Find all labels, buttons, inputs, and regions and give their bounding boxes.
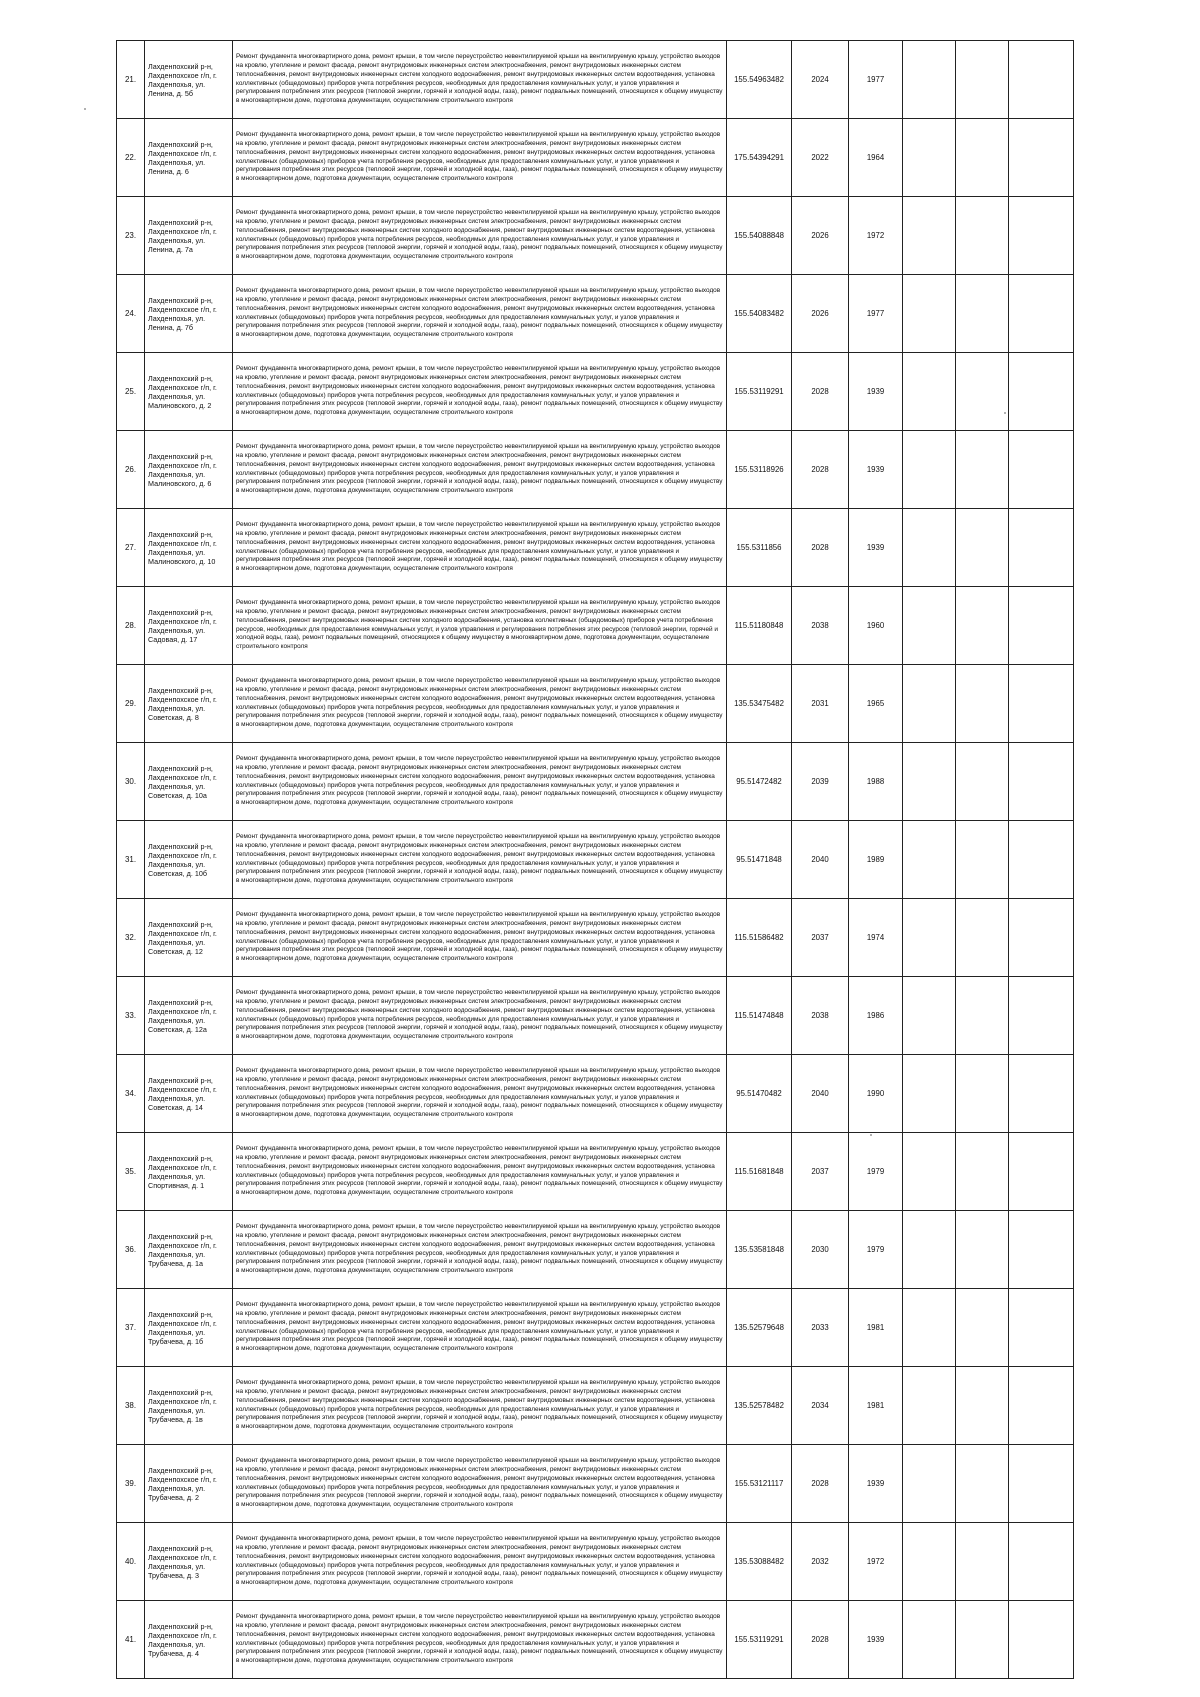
empty-cell: [903, 743, 956, 821]
work-types-cell: Ремонт фундамента многоквартирного дома, ремонт крыши, в том числе переустройство невентилируемой крыши на вентилируемую крышу, устройство выходов на кровлю, утепление и ремонт фасада, ремонт внутридомовых инженерных систем электроснабжения, ремонт внутридомовых инженерных систем теплоснабжения, ремонт внутридомовых инженерных систем холодного водоснабжения, ремонт внутридомовых инженерных систем водоотведения, установка коллективных (общедомовых) приборов учета потребления ресурсов, необходимых для предоставления коммунальных услуг, и узлов управления и регулирования потребления этих ресурсов (тепловой энергии, горячей и холодной воды, газа), ремонт подвальных помещений, относящихся к общему имуществу в многоквартирном доме, подготовка документации, осуществление строительного контроля: [233, 1601, 727, 1679]
empty-cell: [1009, 1133, 1074, 1211]
plan-year-cell: 2037: [792, 899, 849, 977]
empty-cell: [1009, 1445, 1074, 1523]
address-cell: Лахденпохский р-н, Лахденпохское г/п, г. Лахденпохья, ул. Трубачева, д. 3: [145, 1523, 233, 1601]
cost-cell: 155.54963482: [727, 41, 792, 119]
work-types-cell: Ремонт фундамента многоквартирного дома, ремонт крыши, в том числе переустройство невентилируемой крыши на вентилируемую крышу, устройство выходов на кровлю, утепление и ремонт фасада, ремонт внутридомовых инженерных систем электроснабжения, ремонт внутридомовых инженерных систем теплоснабжения, ремонт внутридомовых инженерных систем холодного водоснабжения, ремонт внутридомовых инженерных систем водоотведения, установка коллективных (общедомовых) приборов учета потребления ресурсов, необходимых для предоставления коммунальных услуг, и узлов управления и регулирования потребления этих ресурсов (тепловой энергии, горячей и холодной воды, газа), ремонт подвальных помещений, относящихся к общему имуществу в многоквартирном доме, подготовка документации, осуществление строительного контроля: [233, 665, 727, 743]
plan-year-cell: 2040: [792, 1055, 849, 1133]
cost-cell: 135.53088482: [727, 1523, 792, 1601]
built-year-cell: 1981: [849, 1367, 903, 1445]
plan-year-cell: 2038: [792, 977, 849, 1055]
cost-cell: 115.51180848: [727, 587, 792, 665]
table-row: [117, 1445, 1074, 1523]
work-types-cell: Ремонт фундамента многоквартирного дома, ремонт крыши, в том числе переустройство невентилируемой крыши на вентилируемую крышу, устройство выходов на кровлю, утепление и ремонт фасада, ремонт внутридомовых инженерных систем электроснабжения, ремонт внутридомовых инженерных систем теплоснабжения, ремонт внутридомовых инженерных систем холодного водоснабжения, ремонт внутридомовых инженерных систем водоотведения, установка коллективных (общедомовых) приборов учета потребления ресурсов, необходимых для предоставления коммунальных услуг, и узлов управления и регулирования потребления этих ресурсов (тепловой энергии, горячей и холодной воды, газа), ремонт подвальных помещений, относящихся к общему имуществу в многоквартирном доме, подготовка документации, осуществление строительного контроля: [233, 1133, 727, 1211]
empty-cell: [1009, 275, 1074, 353]
empty-cell: [956, 431, 1009, 509]
plan-year-cell: 2028: [792, 1601, 849, 1679]
empty-cell: [903, 509, 956, 587]
empty-cell: [903, 1601, 956, 1679]
address-cell: Лахденпохский р-н, Лахденпохское г/п, г. Лахденпохья, ул. Трубачева, д. 1в: [145, 1367, 233, 1445]
empty-cell: [1009, 899, 1074, 977]
plan-year-cell: 2039: [792, 743, 849, 821]
built-year-cell: 1939: [849, 1601, 903, 1679]
work-types-cell: Ремонт фундамента многоквартирного дома, ремонт крыши, в том числе переустройство невентилируемой крыши на вентилируемую крышу, устройство выходов на кровлю, утепление и ремонт фасада, ремонт внутридомовых инженерных систем электроснабжения, ремонт внутридомовых инженерных систем теплоснабжения, ремонт внутридомовых инженерных систем холодного водоснабжения, ремонт внутридомовых инженерных систем водоотведения, установка коллективных (общедомовых) приборов учета потребления ресурсов, необходимых для предоставления коммунальных услуг, и узлов управления и регулирования потребления этих ресурсов (тепловой энергии, горячей и холодной воды, газа), ремонт подвальных помещений, относящихся к общему имуществу в многоквартирном доме, подготовка документации, осуществление строительного контроля: [233, 431, 727, 509]
row-number-cell: 33.: [117, 977, 145, 1055]
empty-cell: [903, 1055, 956, 1133]
document-sheet: [116, 40, 1074, 1679]
table-row: [117, 119, 1074, 197]
built-year-cell: 1979: [849, 1133, 903, 1211]
address-cell: Лахденпохский р-н, Лахденпохское г/п, г. Лахденпохья, ул. Советская, д. 14: [145, 1055, 233, 1133]
cost-cell: 135.53581848: [727, 1211, 792, 1289]
empty-cell: [956, 41, 1009, 119]
row-number-cell: 40.: [117, 1523, 145, 1601]
row-number-cell: 39.: [117, 1445, 145, 1523]
empty-cell: [903, 1133, 956, 1211]
row-number-cell: 38.: [117, 1367, 145, 1445]
row-number-cell: 41.: [117, 1601, 145, 1679]
empty-cell: [903, 1211, 956, 1289]
plan-year-cell: 2026: [792, 197, 849, 275]
cost-cell: 95.51471848: [727, 821, 792, 899]
scan-speck: [1004, 412, 1006, 414]
empty-cell: [956, 1523, 1009, 1601]
work-types-cell: Ремонт фундамента многоквартирного дома, ремонт крыши, в том числе переустройство невентилируемой крыши на вентилируемую крышу, устройство выходов на кровлю, утепление и ремонт фасада, ремонт внутридомовых инженерных систем электроснабжения, ремонт внутридомовых инженерных систем теплоснабжения, ремонт внутридомовых инженерных систем холодного водоснабжения, ремонт внутридомовых инженерных систем водоотведения, установка коллективных (общедомовых) приборов учета потребления ресурсов, необходимых для предоставления коммунальных услуг, и узлов управления и регулирования потребления этих ресурсов (тепловой энергии, горячей и холодной воды, газа), ремонт подвальных помещений, относящихся к общему имуществу в многоквартирном доме, подготовка документации, осуществление строительного контроля: [233, 1211, 727, 1289]
address-cell: Лахденпохский р-н, Лахденпохское г/п, г. Лахденпохья, ул. Малиновского, д. 10: [145, 509, 233, 587]
built-year-cell: 1986: [849, 977, 903, 1055]
empty-cell: [903, 1289, 956, 1367]
table-row: [117, 1055, 1074, 1133]
empty-cell: [956, 509, 1009, 587]
table-row: [117, 1133, 1074, 1211]
built-year-cell: 1977: [849, 275, 903, 353]
address-cell: Лахденпохский р-н, Лахденпохское г/п, г. Лахденпохья, ул. Ленина, д. 7а: [145, 197, 233, 275]
address-cell: Лахденпохский р-н, Лахденпохское г/п, г. Лахденпохья, ул. Садовая, д. 17: [145, 587, 233, 665]
empty-cell: [903, 197, 956, 275]
empty-cell: [956, 119, 1009, 197]
address-cell: Лахденпохский р-н, Лахденпохское г/п, г. Лахденпохья, ул. Ленина, д. 5б: [145, 41, 233, 119]
built-year-cell: 1939: [849, 1445, 903, 1523]
address-cell: Лахденпохский р-н, Лахденпохское г/п, г. Лахденпохья, ул. Ленина, д. 7б: [145, 275, 233, 353]
built-year-cell: 1989: [849, 821, 903, 899]
empty-cell: [903, 665, 956, 743]
row-number-cell: 24.: [117, 275, 145, 353]
empty-cell: [1009, 1601, 1074, 1679]
built-year-cell: 1981: [849, 1289, 903, 1367]
plan-year-cell: 2031: [792, 665, 849, 743]
table-row: [117, 1211, 1074, 1289]
empty-cell: [1009, 1055, 1074, 1133]
table-row: [117, 743, 1074, 821]
row-number-cell: 30.: [117, 743, 145, 821]
table-row: [117, 41, 1074, 119]
row-number-cell: 22.: [117, 119, 145, 197]
empty-cell: [956, 1133, 1009, 1211]
address-cell: Лахденпохский р-н, Лахденпохское г/п, г. Лахденпохья, ул. Трубачева, д. 1а: [145, 1211, 233, 1289]
plan-year-cell: 2038: [792, 587, 849, 665]
plan-year-cell: 2028: [792, 431, 849, 509]
row-number-cell: 23.: [117, 197, 145, 275]
empty-cell: [1009, 509, 1074, 587]
plan-year-cell: 2028: [792, 509, 849, 587]
table-row: [117, 431, 1074, 509]
row-number-cell: 26.: [117, 431, 145, 509]
plan-year-cell: 2033: [792, 1289, 849, 1367]
built-year-cell: 1939: [849, 509, 903, 587]
empty-cell: [1009, 119, 1074, 197]
table-row: [117, 197, 1074, 275]
cost-cell: 135.52579648: [727, 1289, 792, 1367]
empty-cell: [1009, 743, 1074, 821]
empty-cell: [1009, 1367, 1074, 1445]
work-types-cell: Ремонт фундамента многоквартирного дома, ремонт крыши, в том числе переустройство невентилируемой крыши на вентилируемую крышу, устройство выходов на кровлю, утепление и ремонт фасада, ремонт внутридомовых инженерных систем электроснабжения, ремонт внутридомовых инженерных систем теплоснабжения, ремонт внутридомовых инженерных систем холодного водоснабжения, ремонт внутридомовых инженерных систем водоотведения, установка коллективных (общедомовых) приборов учета потребления ресурсов, необходимых для предоставления коммунальных услуг, и узлов управления и регулирования потребления этих ресурсов (тепловой энергии, горячей и холодной воды, газа), ремонт подвальных помещений, относящихся к общему имуществу в многоквартирном доме, подготовка документации, осуществление строительного контроля: [233, 509, 727, 587]
table-row: [117, 1601, 1074, 1679]
row-number-cell: 29.: [117, 665, 145, 743]
empty-cell: [956, 1211, 1009, 1289]
empty-cell: [956, 1289, 1009, 1367]
empty-cell: [903, 431, 956, 509]
address-cell: Лахденпохский р-н, Лахденпохское г/п, г. Лахденпохья, ул. Советская, д. 10а: [145, 743, 233, 821]
empty-cell: [956, 275, 1009, 353]
address-cell: Лахденпохский р-н, Лахденпохское г/п, г. Лахденпохья, ул. Советская, д. 12а: [145, 977, 233, 1055]
empty-cell: [903, 977, 956, 1055]
work-types-cell: Ремонт фундамента многоквартирного дома, ремонт крыши, в том числе переустройство невентилируемой крыши на вентилируемую крышу, устройство выходов на кровлю, утепление и ремонт фасада, ремонт внутридомовых инженерных систем электроснабжения, ремонт внутридомовых инженерных систем теплоснабжения, ремонт внутридомовых инженерных систем холодного водоснабжения, ремонт внутридомовых инженерных систем водоотведения, установка коллективных (общедомовых) приборов учета потребления ресурсов, необходимых для предоставления коммунальных услуг, и узлов управления и регулирования потребления этих ресурсов (тепловой энергии, горячей и холодной воды, газа), ремонт подвальных помещений, относящихся к общему имуществу в многоквартирном доме, подготовка документации, осуществление строительного контроля: [233, 821, 727, 899]
plan-year-cell: 2030: [792, 1211, 849, 1289]
work-types-cell: Ремонт фундамента многоквартирного дома, ремонт крыши, в том числе переустройство невентилируемой крыши на вентилируемую крышу, устройство выходов на кровлю, утепление и ремонт фасада, ремонт внутридомовых инженерных систем электроснабжения, ремонт внутридомовых инженерных систем теплоснабжения, ремонт внутридомовых инженерных систем холодного водоснабжения, ремонт внутридомовых инженерных систем водоотведения, установка коллективных (общедомовых) приборов учета потребления ресурсов, необходимых для предоставления коммунальных услуг, и узлов управления и регулирования потребления этих ресурсов (тепловой энергии, горячей и холодной воды, газа), ремонт подвальных помещений, относящихся к общему имуществу в многоквартирном доме, подготовка документации, осуществление строительного контроля: [233, 1055, 727, 1133]
built-year-cell: 1977: [849, 41, 903, 119]
empty-cell: [903, 899, 956, 977]
table-row: [117, 1523, 1074, 1601]
plan-year-cell: 2037: [792, 1133, 849, 1211]
table-row: [117, 1289, 1074, 1367]
row-number-cell: 21.: [117, 41, 145, 119]
row-number-cell: 25.: [117, 353, 145, 431]
empty-cell: [1009, 431, 1074, 509]
empty-cell: [903, 41, 956, 119]
row-number-cell: 35.: [117, 1133, 145, 1211]
built-year-cell: 1974: [849, 899, 903, 977]
table-row: [117, 977, 1074, 1055]
empty-cell: [903, 1367, 956, 1445]
empty-cell: [1009, 821, 1074, 899]
empty-cell: [1009, 353, 1074, 431]
row-number-cell: 37.: [117, 1289, 145, 1367]
row-number-cell: 27.: [117, 509, 145, 587]
empty-cell: [956, 353, 1009, 431]
address-cell: Лахденпохский р-н, Лахденпохское г/п, г. Лахденпохья, ул. Советская, д. 12: [145, 899, 233, 977]
plan-year-cell: 2040: [792, 821, 849, 899]
cost-cell: 155.5311856: [727, 509, 792, 587]
plan-year-cell: 2024: [792, 41, 849, 119]
scan-speck: [84, 108, 86, 110]
cost-cell: 95.51470482: [727, 1055, 792, 1133]
empty-cell: [956, 1055, 1009, 1133]
work-types-cell: Ремонт фундамента многоквартирного дома, ремонт крыши, в том числе переустройство невентилируемой крыши на вентилируемую крышу, устройство выходов на кровлю, утепление и ремонт фасада, ремонт внутридомовых инженерных систем электроснабжения, ремонт внутридомовых инженерных систем теплоснабжения, ремонт внутридомовых инженерных систем холодного водоснабжения, ремонт внутридомовых инженерных систем водоотведения, установка коллективных (общедомовых) приборов учета потребления ресурсов, необходимых для предоставления коммунальных услуг, и узлов управления и регулирования потребления этих ресурсов (тепловой энергии, горячей и холодной воды, газа), ремонт подвальных помещений, относящихся к общему имуществу в многоквартирном доме, подготовка документации, осуществление строительного контроля: [233, 1445, 727, 1523]
cost-cell: 115.51474848: [727, 977, 792, 1055]
empty-cell: [956, 1445, 1009, 1523]
cost-cell: 155.53121117: [727, 1445, 792, 1523]
built-year-cell: 1939: [849, 353, 903, 431]
address-cell: Лахденпохский р-н, Лахденпохское г/п, г. Лахденпохья, ул. Ленина, д. 6: [145, 119, 233, 197]
plan-year-cell: 2028: [792, 1445, 849, 1523]
work-types-cell: Ремонт фундамента многоквартирного дома, ремонт крыши, в том числе переустройство невентилируемой крыши на вентилируемую крышу, устройство выходов на кровлю, утепление и ремонт фасада, ремонт внутридомовых инженерных систем электроснабжения, ремонт внутридомовых инженерных систем теплоснабжения, ремонт внутридомовых инженерных систем холодного водоснабжения, ремонт внутридомовых инженерных систем водоотведения, установка коллективных (общедомовых) приборов учета потребления ресурсов, необходимых для предоставления коммунальных услуг, и узлов управления и регулирования потребления этих ресурсов (тепловой энергии, горячей и холодной воды, газа), ремонт подвальных помещений, относящихся к общему имуществу в многоквартирном доме, подготовка документации, осуществление строительного контроля: [233, 899, 727, 977]
empty-cell: [1009, 1523, 1074, 1601]
table-row: [117, 587, 1074, 665]
empty-cell: [956, 665, 1009, 743]
table-row: [117, 899, 1074, 977]
table-row: [117, 275, 1074, 353]
empty-cell: [903, 1523, 956, 1601]
table-row: [117, 509, 1074, 587]
cost-cell: 155.53119291: [727, 1601, 792, 1679]
empty-cell: [1009, 1211, 1074, 1289]
address-cell: Лахденпохский р-н, Лахденпохское г/п, г. Лахденпохья, ул. Малиновского, д. 2: [145, 353, 233, 431]
work-types-cell: Ремонт фундамента многоквартирного дома, ремонт крыши, в том числе переустройство невентилируемой крыши на вентилируемую крышу, устройство выходов на кровлю, утепление и ремонт фасада, ремонт внутридомовых инженерных систем электроснабжения, ремонт внутридомовых инженерных систем теплоснабжения, ремонт внутридомовых инженерных систем холодного водоснабжения, ремонт внутридомовых инженерных систем водоотведения, установка коллективных (общедомовых) приборов учета потребления ресурсов, необходимых для предоставления коммунальных услуг, и узлов управления и регулирования потребления этих ресурсов (тепловой энергии, горячей и холодной воды, газа), ремонт подвальных помещений, относящихся к общему имуществу в многоквартирном доме, подготовка документации, осуществление строительного контроля: [233, 743, 727, 821]
built-year-cell: 1972: [849, 1523, 903, 1601]
work-types-cell: Ремонт фундамента многоквартирного дома, ремонт крыши, в том числе переустройство невентилируемой крыши на вентилируемую крышу, устройство выходов на кровлю, утепление и ремонт фасада, ремонт внутридомовых инженерных систем электроснабжения, ремонт внутридомовых инженерных систем теплоснабжения, ремонт внутридомовых инженерных систем холодного водоснабжения, ремонт внутридомовых инженерных систем водоотведения, установка коллективных (общедомовых) приборов учета потребления ресурсов, необходимых для предоставления коммунальных услуг, и узлов управления и регулирования потребления этих ресурсов (тепловой энергии, горячей и холодной воды, газа), ремонт подвальных помещений, относящихся к общему имуществу в многоквартирном доме, подготовка документации, осуществление строительного контроля: [233, 197, 727, 275]
row-number-cell: 34.: [117, 1055, 145, 1133]
empty-cell: [903, 119, 956, 197]
built-year-cell: 1979: [849, 1211, 903, 1289]
work-types-cell: Ремонт фундамента многоквартирного дома, ремонт крыши, в том числе переустройство невентилируемой крыши на вентилируемую крышу, устройство выходов на кровлю, утепление и ремонт фасада, ремонт внутридомовых инженерных систем электроснабжения, ремонт внутридомовых инженерных систем теплоснабжения, ремонт внутридомовых инженерных систем холодного водоснабжения, ремонт внутридомовых инженерных систем водоотведения, установка коллективных (общедомовых) приборов учета потребления ресурсов, необходимых для предоставления коммунальных услуг, и узлов управления и регулирования потребления этих ресурсов (тепловой энергии, горячей и холодной воды, газа), ремонт подвальных помещений, относящихся к общему имуществу в многоквартирном доме, подготовка документации, осуществление строительного контроля: [233, 353, 727, 431]
empty-cell: [956, 1601, 1009, 1679]
work-types-cell: Ремонт фундамента многоквартирного дома, ремонт крыши, в том числе переустройство невентилируемой крыши на вентилируемую крышу, устройство выходов на кровлю, утепление и ремонт фасада, ремонт внутридомовых инженерных систем электроснабжения, ремонт внутридомовых инженерных систем теплоснабжения, ремонт внутридомовых инженерных систем холодного водоснабжения, ремонт внутридомовых инженерных систем водоотведения, установка коллективных (общедомовых) приборов учета потребления ресурсов, необходимых для предоставления коммунальных услуг, и узлов управления и регулирования потребления этих ресурсов (тепловой энергии, горячей и холодной воды, газа), ремонт подвальных помещений, относящихся к общему имуществу в многоквартирном доме, подготовка документации, осуществление строительного контроля: [233, 1289, 727, 1367]
work-types-cell: Ремонт фундамента многоквартирного дома, ремонт крыши, в том числе переустройство невентилируемой крыши на вентилируемую крышу, устройство выходов на кровлю, утепление и ремонт фасада, ремонт внутридомовых инженерных систем электроснабжения, ремонт внутридомовых инженерных систем теплоснабжения, ремонт внутридомовых инженерных систем холодного водоснабжения, установка коллективных (общедомовых) приборов учета потребления ресурсов, необходимых для предоставления коммунальных услуг, и узлов управления и регулирования потребления этих ресурсов (тепловой энергии, горячей и холодной воды, газа), ремонт подвальных помещений, относящихся к общему имуществу в многоквартирном доме, подготовка документации, осуществление строительного контроля: [233, 587, 727, 665]
cost-cell: 155.53118926: [727, 431, 792, 509]
empty-cell: [1009, 977, 1074, 1055]
empty-cell: [903, 1445, 956, 1523]
table-body: [117, 41, 1074, 1679]
work-types-cell: Ремонт фундамента многоквартирного дома, ремонт крыши, в том числе переустройство невентилируемой крыши на вентилируемую крышу, устройство выходов на кровлю, утепление и ремонт фасада, ремонт внутридомовых инженерных систем электроснабжения, ремонт внутридомовых инженерных систем теплоснабжения, ремонт внутридомовых инженерных систем холодного водоснабжения, ремонт внутридомовых инженерных систем водоотведения, установка коллективных (общедомовых) приборов учета потребления ресурсов, необходимых для предоставления коммунальных услуг, и узлов управления и регулирования потребления этих ресурсов (тепловой энергии, горячей и холодной воды, газа), ремонт подвальных помещений, относящихся к общему имуществу в многоквартирном доме, подготовка документации, осуществление строительного контроля: [233, 1523, 727, 1601]
empty-cell: [1009, 1289, 1074, 1367]
built-year-cell: 1964: [849, 119, 903, 197]
empty-cell: [1009, 587, 1074, 665]
empty-cell: [903, 353, 956, 431]
row-number-cell: 28.: [117, 587, 145, 665]
plan-year-cell: 2032: [792, 1523, 849, 1601]
address-cell: Лахденпохский р-н, Лахденпохское г/п, г. Лахденпохья, ул. Советская, д. 10б: [145, 821, 233, 899]
built-year-cell: 1965: [849, 665, 903, 743]
empty-cell: [956, 1367, 1009, 1445]
plan-year-cell: 2034: [792, 1367, 849, 1445]
table-row: [117, 821, 1074, 899]
address-cell: Лахденпохский р-н, Лахденпохское г/п, г. Лахденпохья, ул. Трубачева, д. 4: [145, 1601, 233, 1679]
built-year-cell: 1972: [849, 197, 903, 275]
cost-cell: 155.54088848: [727, 197, 792, 275]
cost-cell: 115.51586482: [727, 899, 792, 977]
table-row: [117, 1367, 1074, 1445]
built-year-cell: 1988: [849, 743, 903, 821]
empty-cell: [903, 821, 956, 899]
cost-cell: 135.53475482: [727, 665, 792, 743]
cost-cell: 155.53119291: [727, 353, 792, 431]
row-number-cell: 36.: [117, 1211, 145, 1289]
cost-cell: 155.54083482: [727, 275, 792, 353]
repair-program-table: [116, 40, 1074, 1679]
empty-cell: [956, 743, 1009, 821]
cost-cell: 115.51681848: [727, 1133, 792, 1211]
empty-cell: [1009, 41, 1074, 119]
empty-cell: [903, 587, 956, 665]
cost-cell: 95.51472482: [727, 743, 792, 821]
work-types-cell: Ремонт фундамента многоквартирного дома, ремонт крыши, в том числе переустройство невентилируемой крыши на вентилируемую крышу, устройство выходов на кровлю, утепление и ремонт фасада, ремонт внутридомовых инженерных систем электроснабжения, ремонт внутридомовых инженерных систем теплоснабжения, ремонт внутридомовых инженерных систем холодного водоснабжения, ремонт внутридомовых инженерных систем водоотведения, установка коллективных (общедомовых) приборов учета потребления ресурсов, необходимых для предоставления коммунальных услуг, и узлов управления и регулирования потребления этих ресурсов (тепловой энергии, горячей и холодной воды, газа), ремонт подвальных помещений, относящихся к общему имуществу в многоквартирном доме, подготовка документации, осуществление строительного контроля: [233, 41, 727, 119]
empty-cell: [903, 275, 956, 353]
empty-cell: [956, 587, 1009, 665]
built-year-cell: 1960: [849, 587, 903, 665]
built-year-cell: 1990: [849, 1055, 903, 1133]
empty-cell: [956, 899, 1009, 977]
empty-cell: [956, 197, 1009, 275]
empty-cell: [1009, 197, 1074, 275]
empty-cell: [956, 977, 1009, 1055]
address-cell: Лахденпохский р-н, Лахденпохское г/п, г. Лахденпохья, ул. Трубачева, д. 2: [145, 1445, 233, 1523]
work-types-cell: Ремонт фундамента многоквартирного дома, ремонт крыши, в том числе переустройство невентилируемой крыши на вентилируемую крышу, устройство выходов на кровлю, утепление и ремонт фасада, ремонт внутридомовых инженерных систем электроснабжения, ремонт внутридомовых инженерных систем теплоснабжения, ремонт внутридомовых инженерных систем холодного водоснабжения, ремонт внутридомовых инженерных систем водоотведения, установка коллективных (общедомовых) приборов учета потребления ресурсов, необходимых для предоставления коммунальных услуг, и узлов управления и регулирования потребления этих ресурсов (тепловой энергии, горячей и холодной воды, газа), ремонт подвальных помещений, относящихся к общему имуществу в многоквартирном доме, подготовка документации, осуществление строительного контроля: [233, 119, 727, 197]
built-year-cell: 1939: [849, 431, 903, 509]
address-cell: Лахденпохский р-н, Лахденпохское г/п, г. Лахденпохья, ул. Спортивная, д. 1: [145, 1133, 233, 1211]
row-number-cell: 31.: [117, 821, 145, 899]
plan-year-cell: 2022: [792, 119, 849, 197]
plan-year-cell: 2028: [792, 353, 849, 431]
empty-cell: [956, 821, 1009, 899]
table-row: [117, 353, 1074, 431]
scan-speck: [870, 1134, 872, 1136]
address-cell: Лахденпохский р-н, Лахденпохское г/п, г. Лахденпохья, ул. Трубачева, д. 1б: [145, 1289, 233, 1367]
address-cell: Лахденпохский р-н, Лахденпохское г/п, г. Лахденпохья, ул. Малиновского, д. 6: [145, 431, 233, 509]
plan-year-cell: 2026: [792, 275, 849, 353]
empty-cell: [1009, 665, 1074, 743]
cost-cell: 175.54394291: [727, 119, 792, 197]
work-types-cell: Ремонт фундамента многоквартирного дома, ремонт крыши, в том числе переустройство невентилируемой крыши на вентилируемую крышу, устройство выходов на кровлю, утепление и ремонт фасада, ремонт внутридомовых инженерных систем электроснабжения, ремонт внутридомовых инженерных систем теплоснабжения, ремонт внутридомовых инженерных систем холодного водоснабжения, ремонт внутридомовых инженерных систем водоотведения, установка коллективных (общедомовых) приборов учета потребления ресурсов, необходимых для предоставления коммунальных услуг, и узлов управления и регулирования потребления этих ресурсов (тепловой энергии, горячей и холодной воды, газа), ремонт подвальных помещений, относящихся к общему имуществу в многоквартирном доме, подготовка документации, осуществление строительного контроля: [233, 275, 727, 353]
table-row: [117, 665, 1074, 743]
work-types-cell: Ремонт фундамента многоквартирного дома, ремонт крыши, в том числе переустройство невентилируемой крыши на вентилируемую крышу, устройство выходов на кровлю, утепление и ремонт фасада, ремонт внутридомовых инженерных систем электроснабжения, ремонт внутридомовых инженерных систем теплоснабжения, ремонт внутридомовых инженерных систем холодного водоснабжения, ремонт внутридомовых инженерных систем водоотведения, установка коллективных (общедомовых) приборов учета потребления ресурсов, необходимых для предоставления коммунальных услуг, и узлов управления и регулирования потребления этих ресурсов (тепловой энергии, горячей и холодной воды, газа), ремонт подвальных помещений, относящихся к общему имуществу в многоквартирном доме, подготовка документации, осуществление строительного контроля: [233, 1367, 727, 1445]
cost-cell: 135.52578482: [727, 1367, 792, 1445]
address-cell: Лахденпохский р-н, Лахденпохское г/п, г. Лахденпохья, ул. Советская, д. 8: [145, 665, 233, 743]
row-number-cell: 32.: [117, 899, 145, 977]
work-types-cell: Ремонт фундамента многоквартирного дома, ремонт крыши, в том числе переустройство невентилируемой крыши на вентилируемую крышу, устройство выходов на кровлю, утепление и ремонт фасада, ремонт внутридомовых инженерных систем электроснабжения, ремонт внутридомовых инженерных систем теплоснабжения, ремонт внутридомовых инженерных систем холодного водоснабжения, ремонт внутридомовых инженерных систем водоотведения, установка коллективных (общедомовых) приборов учета потребления ресурсов, необходимых для предоставления коммунальных услуг, и узлов управления и регулирования потребления этих ресурсов (тепловой энергии, горячей и холодной воды, газа), ремонт подвальных помещений, относящихся к общему имуществу в многоквартирном доме, подготовка документации, осуществление строительного контроля: [233, 977, 727, 1055]
